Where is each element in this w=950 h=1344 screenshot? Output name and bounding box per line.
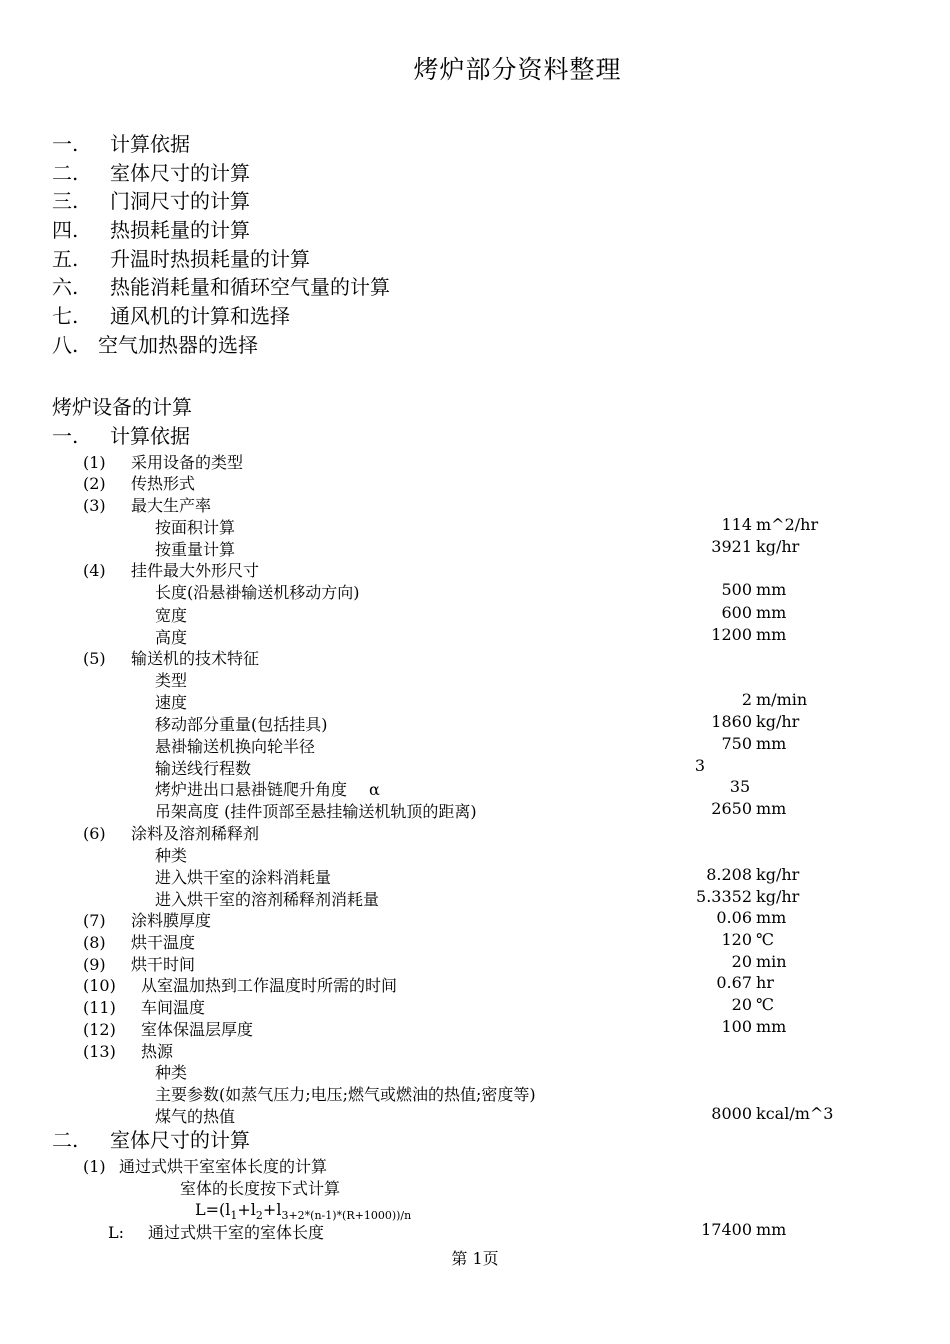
page-title: 烤炉部分资料整理 — [413, 55, 622, 84]
item-value: 5.3352 — [696, 887, 752, 906]
item-value: 114 — [721, 515, 752, 534]
item-label: 最大生产率 — [131, 496, 212, 515]
item-label: 室体保温层厚度 — [141, 1020, 254, 1039]
item-number: L: — [108, 1223, 125, 1242]
sub-item-row — [155, 777, 380, 800]
item-value: 0.06 — [716, 908, 752, 927]
item-unit: ℃ — [756, 995, 774, 1014]
section-label: 计算依据 — [110, 424, 190, 448]
item-value: 20 — [731, 952, 752, 971]
toc-number: 七. — [52, 304, 79, 328]
item-value: 1200 — [711, 625, 752, 644]
toc-label: 热损耗量的计算 — [110, 218, 250, 242]
sub-item-label: 主要参数(如蒸气压力;电压;燃气或燃油的热值;密度等) — [155, 1085, 536, 1104]
item-label: 挂件最大外形尺寸 — [131, 561, 260, 580]
item-label: 传热形式 — [131, 474, 196, 493]
toc-number: 四. — [52, 218, 79, 242]
formula-note: 室体的长度按下式计算 — [180, 1179, 341, 1198]
item-unit: mm — [756, 1017, 787, 1036]
item-value: 8000 — [711, 1104, 752, 1123]
item-value: 2650 — [711, 799, 752, 818]
item-value: 3 — [694, 756, 706, 775]
toc-label: 通风机的计算和选择 — [110, 304, 290, 328]
sub-item-label: 按面积计算 — [155, 518, 236, 537]
item-number: (1) — [83, 453, 106, 472]
item-value: 750 — [721, 734, 752, 753]
item-row — [83, 995, 205, 1018]
item-unit: kg/hr — [756, 537, 800, 556]
toc-number: 六. — [52, 275, 79, 299]
alpha-symbol: α — [369, 780, 380, 799]
item-label: 涂料膜厚度 — [131, 911, 212, 930]
item-label: 烘干温度 — [131, 933, 196, 952]
item-row — [83, 930, 195, 953]
item-label: 车间温度 — [141, 998, 206, 1017]
item-label: 通过式烘干室室体长度的计算 — [119, 1157, 328, 1176]
sub-item-label: 宽度 — [155, 606, 188, 625]
item-unit: mm — [756, 580, 787, 599]
item-unit: m/min — [756, 690, 808, 709]
sub-item-label: 吊架高度 (挂件顶部至悬挂输送机轨顶的距离) — [155, 802, 477, 821]
item-row — [83, 558, 259, 581]
page-footer: 第 1页 — [451, 1249, 499, 1268]
item-row — [108, 1220, 324, 1243]
sub-item-label: 高度 — [155, 628, 188, 647]
item-unit: m^2/hr — [756, 515, 819, 534]
item-unit: mm — [756, 1220, 787, 1239]
item-row — [83, 1154, 327, 1177]
sub-item-label: 按重量计算 — [155, 540, 236, 559]
item-value: 100 — [721, 1017, 752, 1036]
sub-item-label: 煤气的热值 — [155, 1107, 236, 1126]
item-value: 20 — [731, 995, 752, 1014]
toc-item — [52, 271, 390, 300]
item-number: (8) — [83, 933, 106, 952]
section-heading — [52, 1124, 250, 1153]
sub-item-label: 烤炉进出口悬褂链爬升角度 — [155, 780, 348, 799]
item-number: (11) — [83, 998, 116, 1017]
item-row — [83, 493, 211, 516]
item-label: 从室温加热到工作温度时所需的时间 — [141, 976, 398, 995]
item-label: 热源 — [141, 1042, 174, 1061]
toc-number: 八. — [52, 333, 79, 357]
item-row — [83, 471, 195, 494]
item-label: 涂料及溶剂稀释剂 — [131, 824, 260, 843]
sub-item-label: 进入烘干室的溶剂稀释剂消耗量 — [155, 890, 380, 909]
length-formula: $L=(l_1+l_2+l_{3+2*(n-1)*(R+1000))/n}$ — [195, 1200, 412, 1222]
item-value: 35 — [729, 777, 751, 796]
item-number: (12) — [83, 1020, 116, 1039]
toc-number: 三. — [52, 189, 79, 213]
toc-label: 室体尺寸的计算 — [110, 161, 250, 185]
item-number: (4) — [83, 561, 106, 580]
toc-label: 空气加热器的选择 — [98, 333, 258, 357]
toc-item — [52, 157, 250, 186]
toc-item — [52, 185, 250, 214]
section-number: 二. — [52, 1128, 79, 1152]
item-row — [83, 1039, 173, 1062]
item-number: (5) — [83, 649, 106, 668]
toc-item — [52, 329, 258, 358]
item-number: (2) — [83, 474, 106, 493]
toc-label: 热能消耗量和循环空气量的计算 — [110, 275, 390, 299]
toc-label: 计算依据 — [110, 132, 190, 156]
section-heading — [52, 420, 190, 449]
toc-number: 一. — [52, 132, 79, 156]
item-unit: kcal/m^3 — [756, 1104, 834, 1123]
section-label: 室体尺寸的计算 — [110, 1128, 250, 1152]
item-unit: mm — [756, 908, 787, 927]
item-unit: mm — [756, 734, 787, 753]
toc-number: 五. — [52, 247, 79, 271]
item-unit: kg/hr — [756, 887, 800, 906]
item-unit: mm — [756, 799, 787, 818]
toc-item — [52, 300, 290, 329]
item-row — [83, 1017, 253, 1040]
item-value: 17400 — [701, 1220, 752, 1239]
item-number: (7) — [83, 911, 106, 930]
item-value: 3921 — [711, 537, 752, 556]
toc-item — [52, 128, 190, 157]
sub-item-label: 悬褂输送机换向轮半径 — [155, 737, 316, 756]
item-row — [83, 952, 195, 975]
item-number: (1) — [83, 1157, 106, 1176]
item-label: 采用设备的类型 — [131, 453, 244, 472]
item-value: 600 — [721, 603, 752, 622]
toc-label: 门洞尺寸的计算 — [110, 189, 250, 213]
item-value: 500 — [721, 580, 752, 599]
item-unit: ℃ — [756, 930, 774, 949]
item-unit: mm — [756, 603, 787, 622]
item-row — [83, 646, 259, 669]
sub-item-label: 类型 — [155, 671, 188, 690]
sub-item-label: 速度 — [155, 693, 188, 712]
toc-item — [52, 243, 310, 272]
sub-item-label: 移动部分重量(包括挂具) — [155, 715, 328, 734]
item-number: (13) — [83, 1042, 116, 1061]
item-number: (9) — [83, 955, 106, 974]
item-unit: kg/hr — [756, 865, 800, 884]
item-value: 1860 — [711, 712, 752, 731]
item-label: 输送机的技术特征 — [131, 649, 260, 668]
item-unit: mm — [756, 625, 787, 644]
equipment-heading: 烤炉设备的计算 — [52, 395, 192, 419]
item-number: (10) — [83, 976, 116, 995]
toc-item — [52, 214, 250, 243]
item-label: 通过式烘干室的室体长度 — [148, 1223, 325, 1242]
item-value: 8.208 — [706, 865, 752, 884]
sub-item-label: 种类 — [155, 1063, 188, 1082]
item-value: 2 — [741, 690, 752, 709]
item-row — [83, 973, 397, 996]
item-unit: kg/hr — [756, 712, 800, 731]
sub-item-label: 种类 — [155, 846, 188, 865]
item-unit: hr — [756, 973, 774, 992]
item-unit: min — [756, 952, 787, 971]
item-value: 0.67 — [716, 973, 752, 992]
item-number: (6) — [83, 824, 106, 843]
item-row — [83, 821, 259, 844]
toc-label: 升温时热损耗量的计算 — [110, 247, 310, 271]
sub-item-label: 输送线行程数 — [155, 759, 252, 778]
item-row — [83, 450, 243, 473]
item-number: (3) — [83, 496, 106, 515]
sub-item-label: 长度(沿悬褂输送机移动方向) — [155, 583, 360, 602]
item-value: 120 — [721, 930, 752, 949]
section-number: 一. — [52, 424, 79, 448]
item-label: 烘干时间 — [131, 955, 196, 974]
toc-number: 二. — [52, 161, 79, 185]
item-row — [83, 908, 211, 931]
sub-item-label: 进入烘干室的涂料消耗量 — [155, 868, 332, 887]
